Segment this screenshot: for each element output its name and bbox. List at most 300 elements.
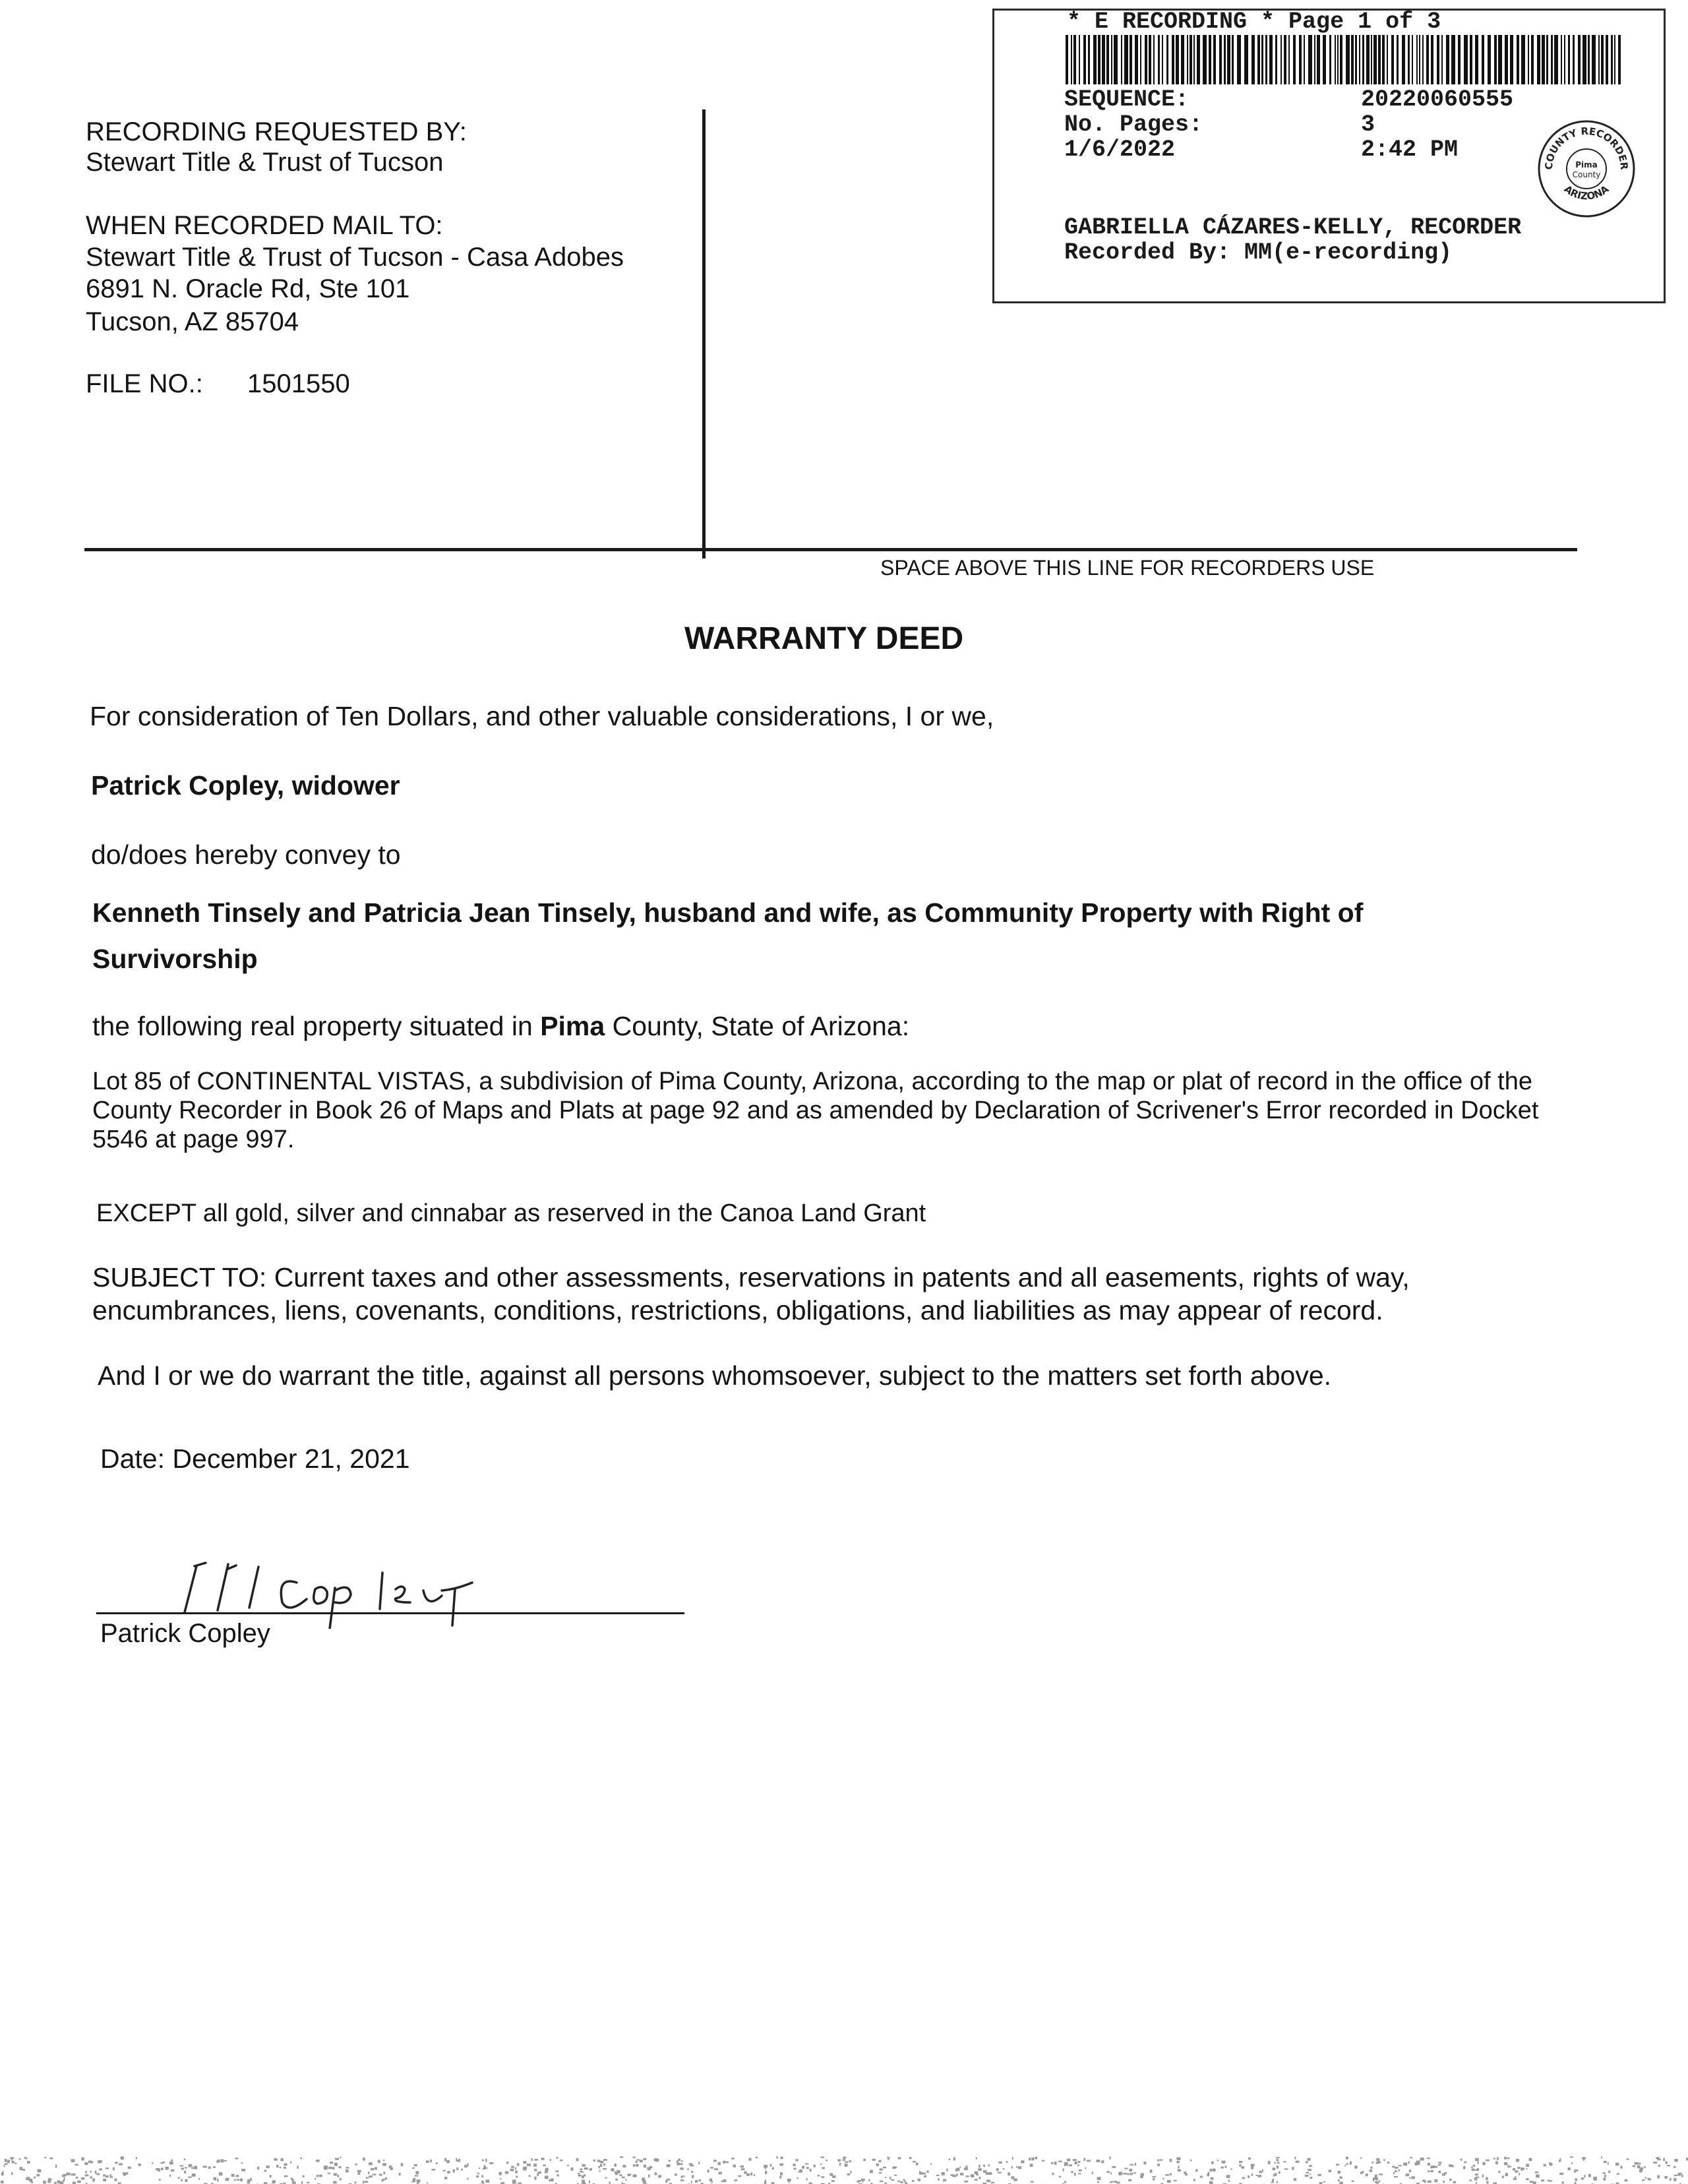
noise-speck — [1486, 2177, 1488, 2180]
noise-speck — [1275, 2173, 1277, 2176]
noise-speck — [436, 2162, 438, 2164]
noise-speck — [188, 2177, 192, 2178]
noise-speck — [284, 2167, 286, 2169]
noise-speck — [1583, 2159, 1584, 2161]
barcode-bar — [1284, 35, 1286, 84]
barcode-bar — [1314, 35, 1315, 84]
noise-speck — [584, 2168, 588, 2169]
noise-speck — [1242, 2166, 1244, 2169]
barcode-bar — [1551, 35, 1553, 84]
noise-speck — [225, 2179, 228, 2181]
noise-speck — [1308, 2169, 1311, 2171]
noise-speck — [290, 2162, 291, 2164]
noise-speck — [1644, 2166, 1646, 2168]
noise-speck — [415, 2171, 419, 2174]
noise-speck — [99, 2168, 102, 2170]
noise-speck — [1375, 2177, 1378, 2180]
noise-speck — [284, 2164, 287, 2166]
svg-text:Pima: Pima — [1575, 160, 1598, 169]
requested-by-label: RECORDING REQUESTED BY: — [86, 117, 467, 146]
noise-speck — [979, 2177, 981, 2179]
noise-speck — [1133, 2172, 1136, 2173]
noise-speck — [943, 2179, 946, 2181]
noise-speck — [998, 2162, 1002, 2164]
noise-speck — [241, 2162, 243, 2164]
noise-speck — [1398, 2165, 1401, 2166]
barcode-bar — [1366, 35, 1370, 84]
noise-speck — [1575, 2178, 1577, 2181]
noise-speck — [872, 2159, 875, 2161]
noise-speck — [1571, 2162, 1573, 2164]
noise-speck — [430, 2160, 432, 2162]
noise-speck — [284, 2175, 287, 2177]
noise-speck — [845, 2161, 848, 2162]
noise-speck — [389, 2166, 392, 2168]
barcode-bar — [1261, 35, 1263, 84]
barcode-bar — [1531, 35, 1534, 84]
signer-name: Patrick Copley — [100, 1619, 270, 1648]
noise-speck — [1670, 2178, 1672, 2181]
noise-speck — [649, 2166, 652, 2168]
noise-speck — [1078, 2161, 1081, 2163]
noise-speck — [1393, 2172, 1395, 2174]
noise-speck — [1463, 2166, 1465, 2169]
noise-speck — [1568, 2168, 1571, 2170]
noise-speck — [669, 2160, 671, 2162]
noise-speck — [1449, 2179, 1452, 2181]
noise-speck — [214, 2177, 217, 2181]
noise-speck — [84, 2162, 88, 2165]
barcode-bar — [1498, 35, 1502, 84]
noise-speck — [515, 2171, 518, 2173]
barcode-bar — [1337, 35, 1339, 84]
noise-speck — [1559, 2158, 1561, 2160]
consideration-text: For consideration of Ten Dollars, and other valuable considerations, I or we, — [90, 701, 994, 731]
noise-speck — [1420, 2158, 1424, 2161]
noise-speck — [316, 2160, 319, 2162]
barcode-bar — [1416, 35, 1418, 84]
noise-speck — [476, 2175, 479, 2177]
noise-speck — [795, 2159, 798, 2161]
noise-speck — [1434, 2166, 1437, 2168]
noise-speck — [805, 2164, 809, 2165]
noise-speck — [1177, 2157, 1180, 2160]
noise-speck — [691, 2171, 694, 2173]
noise-speck — [1178, 2166, 1179, 2168]
noise-speck — [236, 2175, 239, 2177]
noise-speck — [1486, 2181, 1488, 2184]
noise-speck — [240, 2178, 243, 2181]
noise-speck — [4, 2165, 5, 2167]
noise-speck — [489, 2162, 493, 2164]
noise-speck — [444, 2177, 447, 2179]
noise-speck — [128, 2166, 131, 2168]
noise-speck — [551, 2178, 554, 2181]
noise-speck — [1170, 2159, 1172, 2162]
noise-speck — [417, 2179, 421, 2182]
recorders-use-note: SPACE ABOVE THIS LINE FOR RECORDERS USE — [880, 556, 1375, 580]
svg-text:ARIZONA: ARIZONA — [1561, 183, 1612, 202]
noise-speck — [247, 2181, 251, 2183]
noise-speck — [1438, 2162, 1441, 2164]
barcode-bar — [1494, 35, 1497, 84]
noise-speck — [413, 2178, 415, 2181]
noise-speck — [986, 2172, 988, 2175]
noise-speck — [913, 2161, 916, 2163]
noise-speck — [1645, 2177, 1646, 2179]
noise-speck — [511, 2166, 514, 2168]
noise-speck — [976, 2158, 977, 2160]
noise-speck — [1059, 2176, 1062, 2177]
noise-speck — [456, 2160, 459, 2162]
noise-speck — [582, 2164, 586, 2167]
noise-speck — [218, 2160, 220, 2163]
noise-speck — [171, 2169, 174, 2171]
barcode-bar — [1510, 35, 1513, 84]
noise-speck — [644, 2164, 646, 2168]
noise-speck — [589, 2181, 590, 2183]
noise-speck — [821, 2176, 824, 2178]
noise-speck — [713, 2160, 717, 2162]
noise-speck — [5, 2159, 7, 2162]
barcode-bar — [1397, 35, 1399, 84]
noise-speck — [797, 2177, 798, 2179]
noise-speck — [162, 2162, 166, 2163]
noise-speck — [1085, 2168, 1086, 2169]
recorders-use-line — [84, 548, 1577, 551]
barcode-bar — [1281, 35, 1282, 84]
noise-speck — [213, 2166, 216, 2168]
barcode-bar — [1537, 35, 1540, 84]
noise-speck — [847, 2173, 851, 2175]
noise-speck — [57, 2181, 61, 2184]
noise-speck — [534, 2169, 537, 2171]
noise-speck — [224, 2160, 227, 2162]
noise-speck — [975, 2179, 978, 2181]
noise-speck — [983, 2170, 986, 2173]
noise-speck — [1323, 2181, 1325, 2183]
noise-speck — [642, 2177, 645, 2181]
noise-speck — [1444, 2172, 1447, 2174]
barcode-bar — [1351, 35, 1354, 84]
noise-speck — [500, 2178, 501, 2179]
noise-speck — [1648, 2178, 1650, 2180]
noise-speck — [617, 2170, 620, 2173]
noise-speck — [335, 2158, 339, 2160]
noise-speck — [414, 2175, 418, 2176]
noise-speck — [718, 2162, 721, 2166]
noise-speck — [247, 2179, 251, 2182]
e-recording-banner: * E RECORDING * Page 1 of 3 — [1067, 9, 1441, 35]
noise-speck — [779, 2176, 781, 2179]
noise-speck — [1305, 2175, 1309, 2177]
noise-speck — [1110, 2173, 1112, 2175]
mail-to-label: WHEN RECORDED MAIL TO: — [86, 211, 443, 240]
noise-speck — [1443, 2181, 1444, 2183]
noise-speck — [217, 2179, 218, 2182]
noise-speck — [354, 2181, 356, 2183]
noise-speck — [1339, 2177, 1342, 2179]
barcode-bar — [1419, 35, 1420, 84]
noise-speck — [1116, 2182, 1120, 2184]
noise-speck — [1051, 2162, 1054, 2164]
barcode-bar — [1391, 35, 1394, 84]
noise-speck — [368, 2171, 369, 2174]
noise-speck — [382, 2179, 386, 2180]
noise-speck — [614, 2164, 617, 2167]
noise-speck — [1681, 2173, 1682, 2174]
noise-speck — [191, 2167, 193, 2169]
noise-speck — [1276, 2159, 1279, 2161]
barcode-bar — [1592, 35, 1596, 84]
barcode-bar — [1066, 35, 1068, 84]
noise-speck — [1259, 2171, 1262, 2173]
noise-speck — [680, 2179, 684, 2181]
noise-speck — [1256, 2175, 1258, 2176]
noise-speck — [556, 2157, 558, 2159]
noise-speck — [550, 2159, 551, 2161]
noise-speck — [1477, 2168, 1479, 2171]
barcode-bar — [1111, 35, 1112, 84]
noise-speck — [1438, 2171, 1441, 2173]
noise-speck — [1251, 2166, 1253, 2169]
noise-speck — [850, 2171, 851, 2173]
barcode-bar — [1308, 35, 1312, 84]
noise-speck — [1309, 2165, 1312, 2167]
noise-speck — [291, 2178, 293, 2180]
noise-speck — [1109, 2156, 1110, 2160]
noise-speck — [603, 2159, 607, 2161]
noise-speck — [609, 2182, 611, 2184]
noise-speck — [740, 2166, 744, 2168]
noise-speck — [1626, 2158, 1629, 2160]
barcode-bar — [1288, 35, 1290, 84]
noise-speck — [1030, 2164, 1033, 2167]
noise-speck — [1344, 2165, 1346, 2166]
noise-speck — [950, 2174, 953, 2175]
noise-speck — [301, 2181, 303, 2184]
noise-speck — [1615, 2163, 1619, 2166]
noise-speck — [456, 2168, 458, 2170]
noise-speck — [1273, 2173, 1275, 2176]
noise-speck — [965, 2175, 969, 2177]
noise-speck — [746, 2173, 750, 2176]
noise-speck — [1011, 2166, 1013, 2168]
noise-speck — [1031, 2158, 1034, 2161]
noise-speck — [1473, 2165, 1476, 2167]
noise-speck — [1165, 2174, 1169, 2176]
noise-speck — [1544, 2164, 1546, 2167]
noise-speck — [1657, 2159, 1661, 2160]
barcode-bar — [1475, 35, 1478, 84]
noise-speck — [516, 2176, 518, 2178]
noise-speck — [1496, 2162, 1497, 2164]
noise-speck — [1438, 2164, 1441, 2166]
noise-speck — [810, 2169, 812, 2171]
noise-speck — [531, 2158, 532, 2161]
noise-speck — [1003, 2168, 1005, 2169]
noise-speck — [680, 2168, 683, 2170]
noise-speck — [1277, 2162, 1280, 2164]
noise-speck — [1052, 2173, 1054, 2175]
barcode-bar — [1614, 35, 1615, 84]
noise-speck — [868, 2179, 870, 2181]
noise-speck — [619, 2174, 622, 2176]
noise-speck — [1279, 2171, 1281, 2174]
property-prefix: the following real property situated in — [92, 1011, 533, 1041]
noise-speck — [837, 2159, 841, 2162]
noise-speck — [506, 2162, 508, 2164]
noise-speck — [953, 2157, 955, 2160]
noise-speck — [1308, 2158, 1311, 2161]
noise-speck — [1392, 2166, 1395, 2168]
barcode-bar — [1114, 35, 1118, 84]
noise-speck — [898, 2157, 901, 2159]
noise-speck — [633, 2164, 635, 2167]
noise-speck — [1073, 2159, 1077, 2161]
noise-speck — [770, 2164, 772, 2167]
scan-noise-strip — [0, 2156, 1688, 2184]
noise-speck — [734, 2179, 737, 2181]
noise-speck — [241, 2169, 245, 2171]
noise-speck — [900, 2181, 903, 2183]
noise-speck — [615, 2171, 616, 2173]
noise-speck — [633, 2174, 637, 2177]
barcode-bar — [1153, 35, 1155, 84]
noise-speck — [1130, 2173, 1133, 2175]
noise-speck — [1251, 2173, 1253, 2175]
noise-speck — [235, 2158, 238, 2159]
noise-speck — [1379, 2173, 1383, 2175]
noise-speck — [1608, 2162, 1609, 2165]
noise-speck — [136, 2157, 137, 2159]
noise-speck — [1620, 2166, 1622, 2168]
noise-speck — [709, 2179, 712, 2182]
noise-speck — [328, 2173, 331, 2174]
noise-speck — [603, 2164, 605, 2166]
noise-speck — [1346, 2157, 1348, 2160]
pages-value: 3 — [1361, 111, 1375, 138]
noise-speck — [1366, 2173, 1368, 2176]
barcode-bar — [1505, 35, 1508, 84]
noise-speck — [677, 2160, 678, 2162]
noise-speck — [24, 2157, 26, 2159]
noise-speck — [991, 2182, 994, 2183]
noise-speck — [1258, 2175, 1261, 2177]
noise-speck — [1031, 2181, 1034, 2182]
noise-speck — [1153, 2178, 1155, 2180]
grantee-line2: Survivorship — [92, 944, 258, 974]
noise-speck — [291, 2179, 294, 2181]
noise-speck — [756, 2157, 758, 2158]
noise-speck — [1637, 2163, 1641, 2164]
noise-speck — [903, 2179, 905, 2181]
noise-speck — [90, 2171, 92, 2173]
noise-speck — [184, 2171, 186, 2173]
noise-speck — [1016, 2166, 1017, 2168]
noise-speck — [1042, 2160, 1044, 2162]
barcode-bar — [1244, 35, 1248, 84]
noise-speck — [1354, 2166, 1357, 2169]
barcode-bar — [1451, 35, 1455, 84]
barcode-bar — [1378, 35, 1381, 84]
noise-speck — [1449, 2164, 1452, 2166]
noise-speck — [680, 2163, 682, 2165]
noise-speck — [960, 2173, 963, 2175]
noise-speck — [1106, 2171, 1110, 2173]
noise-speck — [1157, 2159, 1159, 2161]
noise-speck — [643, 2181, 646, 2183]
noise-speck — [726, 2162, 729, 2164]
noise-speck — [1035, 2157, 1037, 2160]
noise-speck — [464, 2165, 467, 2168]
file-no-value: 1501550 — [247, 369, 350, 398]
noise-speck — [692, 2175, 694, 2178]
noise-speck — [772, 2168, 774, 2169]
noise-speck — [1476, 2182, 1477, 2184]
sequence-label: SEQUENCE: — [1064, 86, 1190, 113]
noise-speck — [721, 2180, 725, 2181]
noise-speck — [555, 2171, 558, 2173]
noise-speck — [1178, 2169, 1182, 2171]
noise-speck — [582, 2175, 584, 2178]
barcode-bar — [1346, 35, 1350, 84]
noise-speck — [1310, 2177, 1313, 2179]
noise-speck — [1372, 2162, 1374, 2164]
noise-speck — [1547, 2180, 1551, 2181]
barcode-bar — [1412, 35, 1413, 84]
noise-speck — [363, 2181, 365, 2183]
noise-speck — [75, 2164, 78, 2166]
noise-speck — [11, 2172, 13, 2175]
barcode-bar — [1181, 35, 1184, 84]
noise-speck — [280, 2158, 283, 2161]
noise-speck — [484, 2165, 486, 2168]
noise-speck — [184, 2158, 186, 2160]
noise-speck — [1642, 2179, 1644, 2181]
noise-speck — [369, 2162, 373, 2165]
noise-speck — [1370, 2167, 1372, 2169]
noise-speck — [26, 2178, 30, 2180]
noise-speck — [1064, 2181, 1066, 2183]
noise-speck — [1673, 2166, 1676, 2168]
noise-speck — [1657, 2175, 1660, 2179]
noise-speck — [1350, 2162, 1352, 2165]
noise-speck — [527, 2164, 531, 2166]
noise-speck — [355, 2164, 357, 2166]
noise-speck — [307, 2182, 309, 2183]
noise-speck — [524, 2161, 527, 2164]
noise-speck — [986, 2179, 990, 2182]
noise-speck — [485, 2179, 489, 2183]
noise-speck — [81, 2158, 84, 2161]
noise-speck — [49, 2158, 53, 2160]
noise-speck — [978, 2168, 982, 2171]
noise-speck — [611, 2169, 614, 2171]
barcode-bar — [1203, 35, 1207, 84]
requested-by-name: Stewart Title & Trust of Tucson — [86, 148, 444, 177]
barcode-bar — [1441, 35, 1443, 84]
noise-speck — [829, 2173, 833, 2176]
noise-speck — [578, 2173, 580, 2176]
barcode-bar — [1193, 35, 1195, 84]
noise-speck — [1248, 2158, 1251, 2160]
noise-speck — [599, 2166, 600, 2169]
noise-speck — [667, 2164, 671, 2167]
noise-speck — [1663, 2158, 1665, 2161]
noise-speck — [411, 2181, 415, 2182]
noise-speck — [1416, 2160, 1420, 2162]
